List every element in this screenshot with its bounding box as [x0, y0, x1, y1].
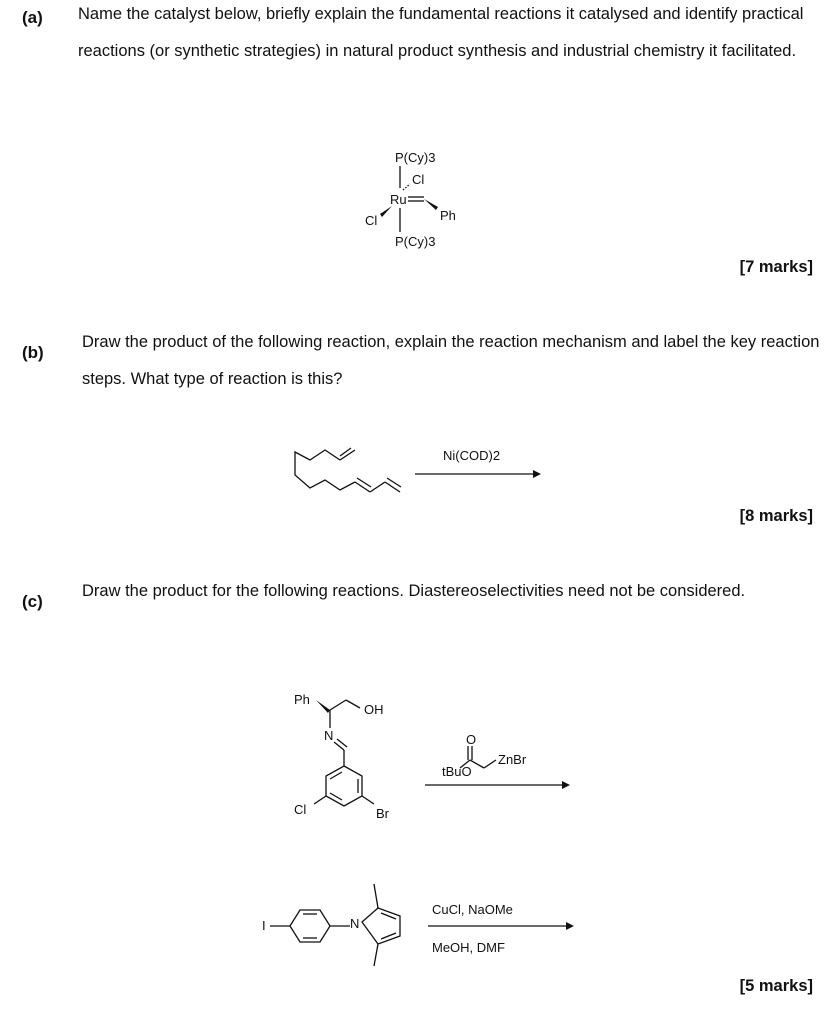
phenyl-label: Ph [294, 692, 310, 707]
chloro-label: Cl [294, 802, 307, 817]
ruthenium-label: Ru [390, 192, 407, 207]
part-c-label: (c) [22, 592, 43, 611]
pyrrole-nitrogen-label: N [350, 916, 360, 931]
part-b-question: Draw the product of the following reaction, explain the reaction mechanism and label the key reaction steps. What type of reaction is this? [82, 333, 820, 388]
part-a-marks: [7 marks] [739, 258, 813, 276]
chloride-left-label: Cl [365, 213, 378, 228]
hydroxyl-label: OH [364, 702, 384, 717]
triene-reaction-scheme [285, 430, 545, 520]
top-phosphine-label: P(Cy)3 [395, 150, 436, 165]
tert-butoxy-label: tBuO [442, 764, 472, 779]
copper-reagent-label: CuCl, NaOMe [432, 902, 513, 917]
part-c-marks: [5 marks] [739, 977, 813, 995]
imine-reformatsky-scheme [280, 680, 580, 830]
ullmann-coupling-scheme [250, 870, 590, 970]
part-b-label: (b) [22, 343, 44, 362]
imine-nitrogen-label: N [324, 728, 334, 743]
chloride-top-label: Cl [412, 172, 425, 187]
carbonyl-oxygen-label: O [466, 732, 477, 747]
part-c-question: Draw the product for the following reactions. Diastereoselectivities need not be considered. [82, 582, 746, 600]
part-a-label: (a) [22, 8, 43, 27]
bromo-label: Br [376, 806, 389, 821]
nickel-reagent-label: Ni(COD)2 [443, 448, 501, 463]
part-b-marks: [8 marks] [739, 507, 813, 525]
phenyl-label: Ph [440, 208, 456, 223]
solvent-label: MeOH, DMF [432, 940, 505, 955]
part-a-question: Name the catalyst below, briefly explain the fundamental reactions it catalysed and identify practical reactions (or synthetic strategies) in natural product synthesis and industrial chemistry it facilitated. [78, 5, 804, 60]
bottom-phosphine-label: P(Cy)3 [395, 234, 436, 249]
zinc-bromide-label: ZnBr [498, 752, 527, 767]
iodo-label: I [262, 918, 266, 933]
grubbs-catalyst-structure [340, 140, 490, 260]
